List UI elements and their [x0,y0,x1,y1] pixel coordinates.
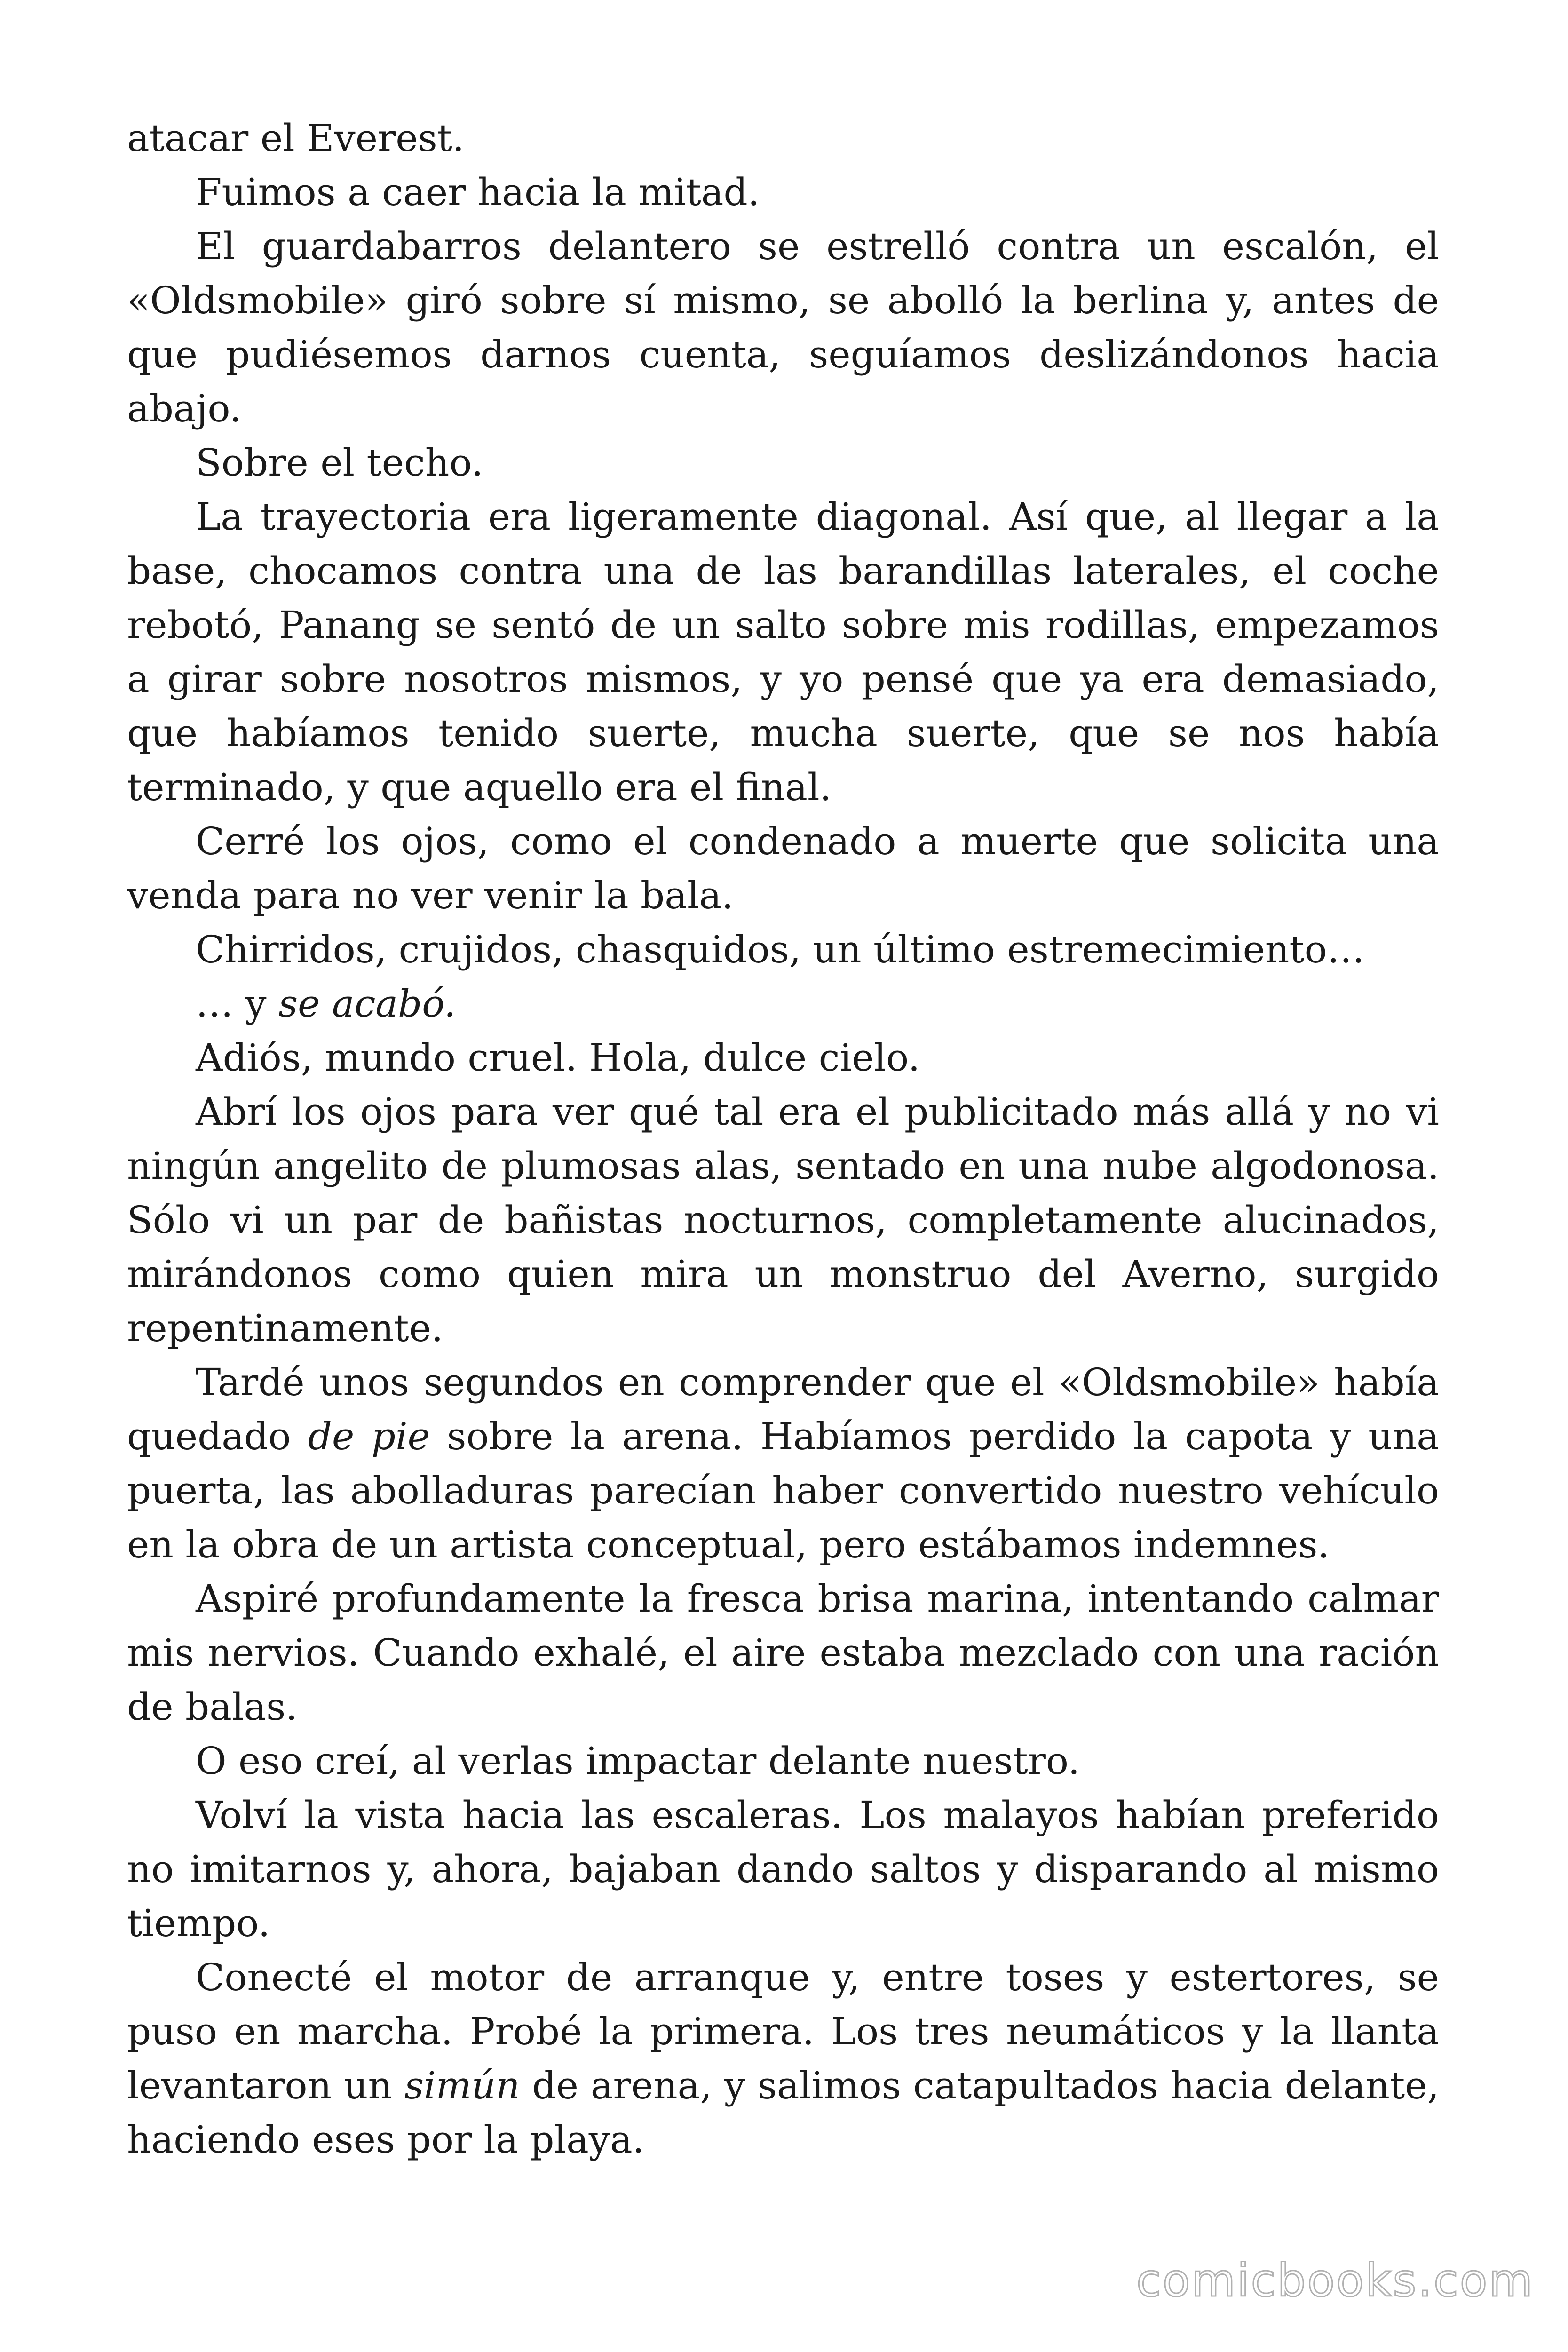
text-run: Conecté el motor de arranque y, entre toses y estertores, se puso en marcha. Probé la primera. Los tres neumáticos y la llanta levantaron un [127,1955,1439,2107]
watermark: comicbooks.com [1136,2254,1534,2307]
text-run: Sobre el techo. [196,441,483,485]
paragraph [127,1031,1439,1085]
paragraph [127,977,1439,1031]
text-run: de arena, y salimos catapultados hacia delante, haciendo eses por la playa. [127,2064,1439,2161]
paragraph [127,814,1439,922]
italic-text: se acabó. [278,982,456,1025]
body-text [127,111,1439,2167]
italic-text: simún [404,2064,520,2107]
paragraph [127,1085,1439,1355]
text-run: Chirridos, crujidos, chasquidos, un último estremecimiento… [196,928,1365,971]
text-run: Adiós, mundo cruel. Hola, dulce cielo. [196,1036,920,1080]
paragraph [127,1355,1439,1572]
paragraph [127,1788,1439,1950]
italic-text: de pie [308,1414,430,1458]
text-run: Volví la vista hacia las escaleras. Los malayos habían preferido no imitarnos y, ahora, bajaban dando saltos y disparando al mismo tiempo. [127,1793,1439,1945]
paragraph [127,436,1439,490]
text-run: sobre la arena. Habíamos perdido la capota y una puerta, las abolladuras parecían haber convertido nuestro vehículo en la obra de un artista conceptual, pero estábamos indemnes. [127,1414,1440,1566]
text-run: atacar el Everest. [127,116,465,160]
text-run: Tardé unos segundos en comprender que el «Oldsmobile» había quedado [127,1360,1439,1458]
paragraph [127,219,1439,436]
text-run: Fuimos a caer hacia la mitad. [196,170,760,214]
text-run: Cerré los ojos, como el condenado a muerte que solicita una venda para no ver venir la bala. [127,819,1439,917]
text-run: La trayectoria era ligeramente diagonal. Así que, al llegar a la base, chocamos contra una de las barandillas laterales, el coche rebotó, Panang se sentó de un salto sobre mis rodillas, empezamos a girar sobre nosotros mismos, y yo pensé que ya era demasiado, que habíamos tenido suerte, mucha suerte, que se nos había terminado, y que aquello era el final. [127,495,1439,809]
text-run: El guardabarros delantero se estrelló contra un escalón, el «Oldsmobile» giró sobre sí mismo, se abolló la berlina y, antes de que pudiésemos darnos cuenta, seguíamos deslizándonos hacia abajo. [127,224,1439,430]
paragraph [127,1572,1439,1734]
paragraph [127,922,1439,977]
text-run: Aspiré profundamente la fresca brisa marina, intentando calmar mis nervios. Cuando exhalé, el aire estaba mezclado con una ración de balas. [127,1577,1439,1729]
text-run: Abrí los ojos para ver qué tal era el publicitado más allá y no vi ningún angelito de plumosas alas, sentado en una nube algodonosa. Sólo vi un par de bañistas nocturnos, completamente alucinados, mirándonos como quien mira un monstruo del Averno, surgido repentinamente. [127,1090,1439,1350]
text-run: … y [196,982,279,1025]
paragraph [127,165,1439,219]
paragraph [127,490,1439,814]
paragraph [127,1950,1439,2167]
paragraph [127,1734,1439,1788]
text-run: O eso creí, al verlas impactar delante nuestro. [196,1739,1080,1783]
paragraph [127,111,1439,165]
